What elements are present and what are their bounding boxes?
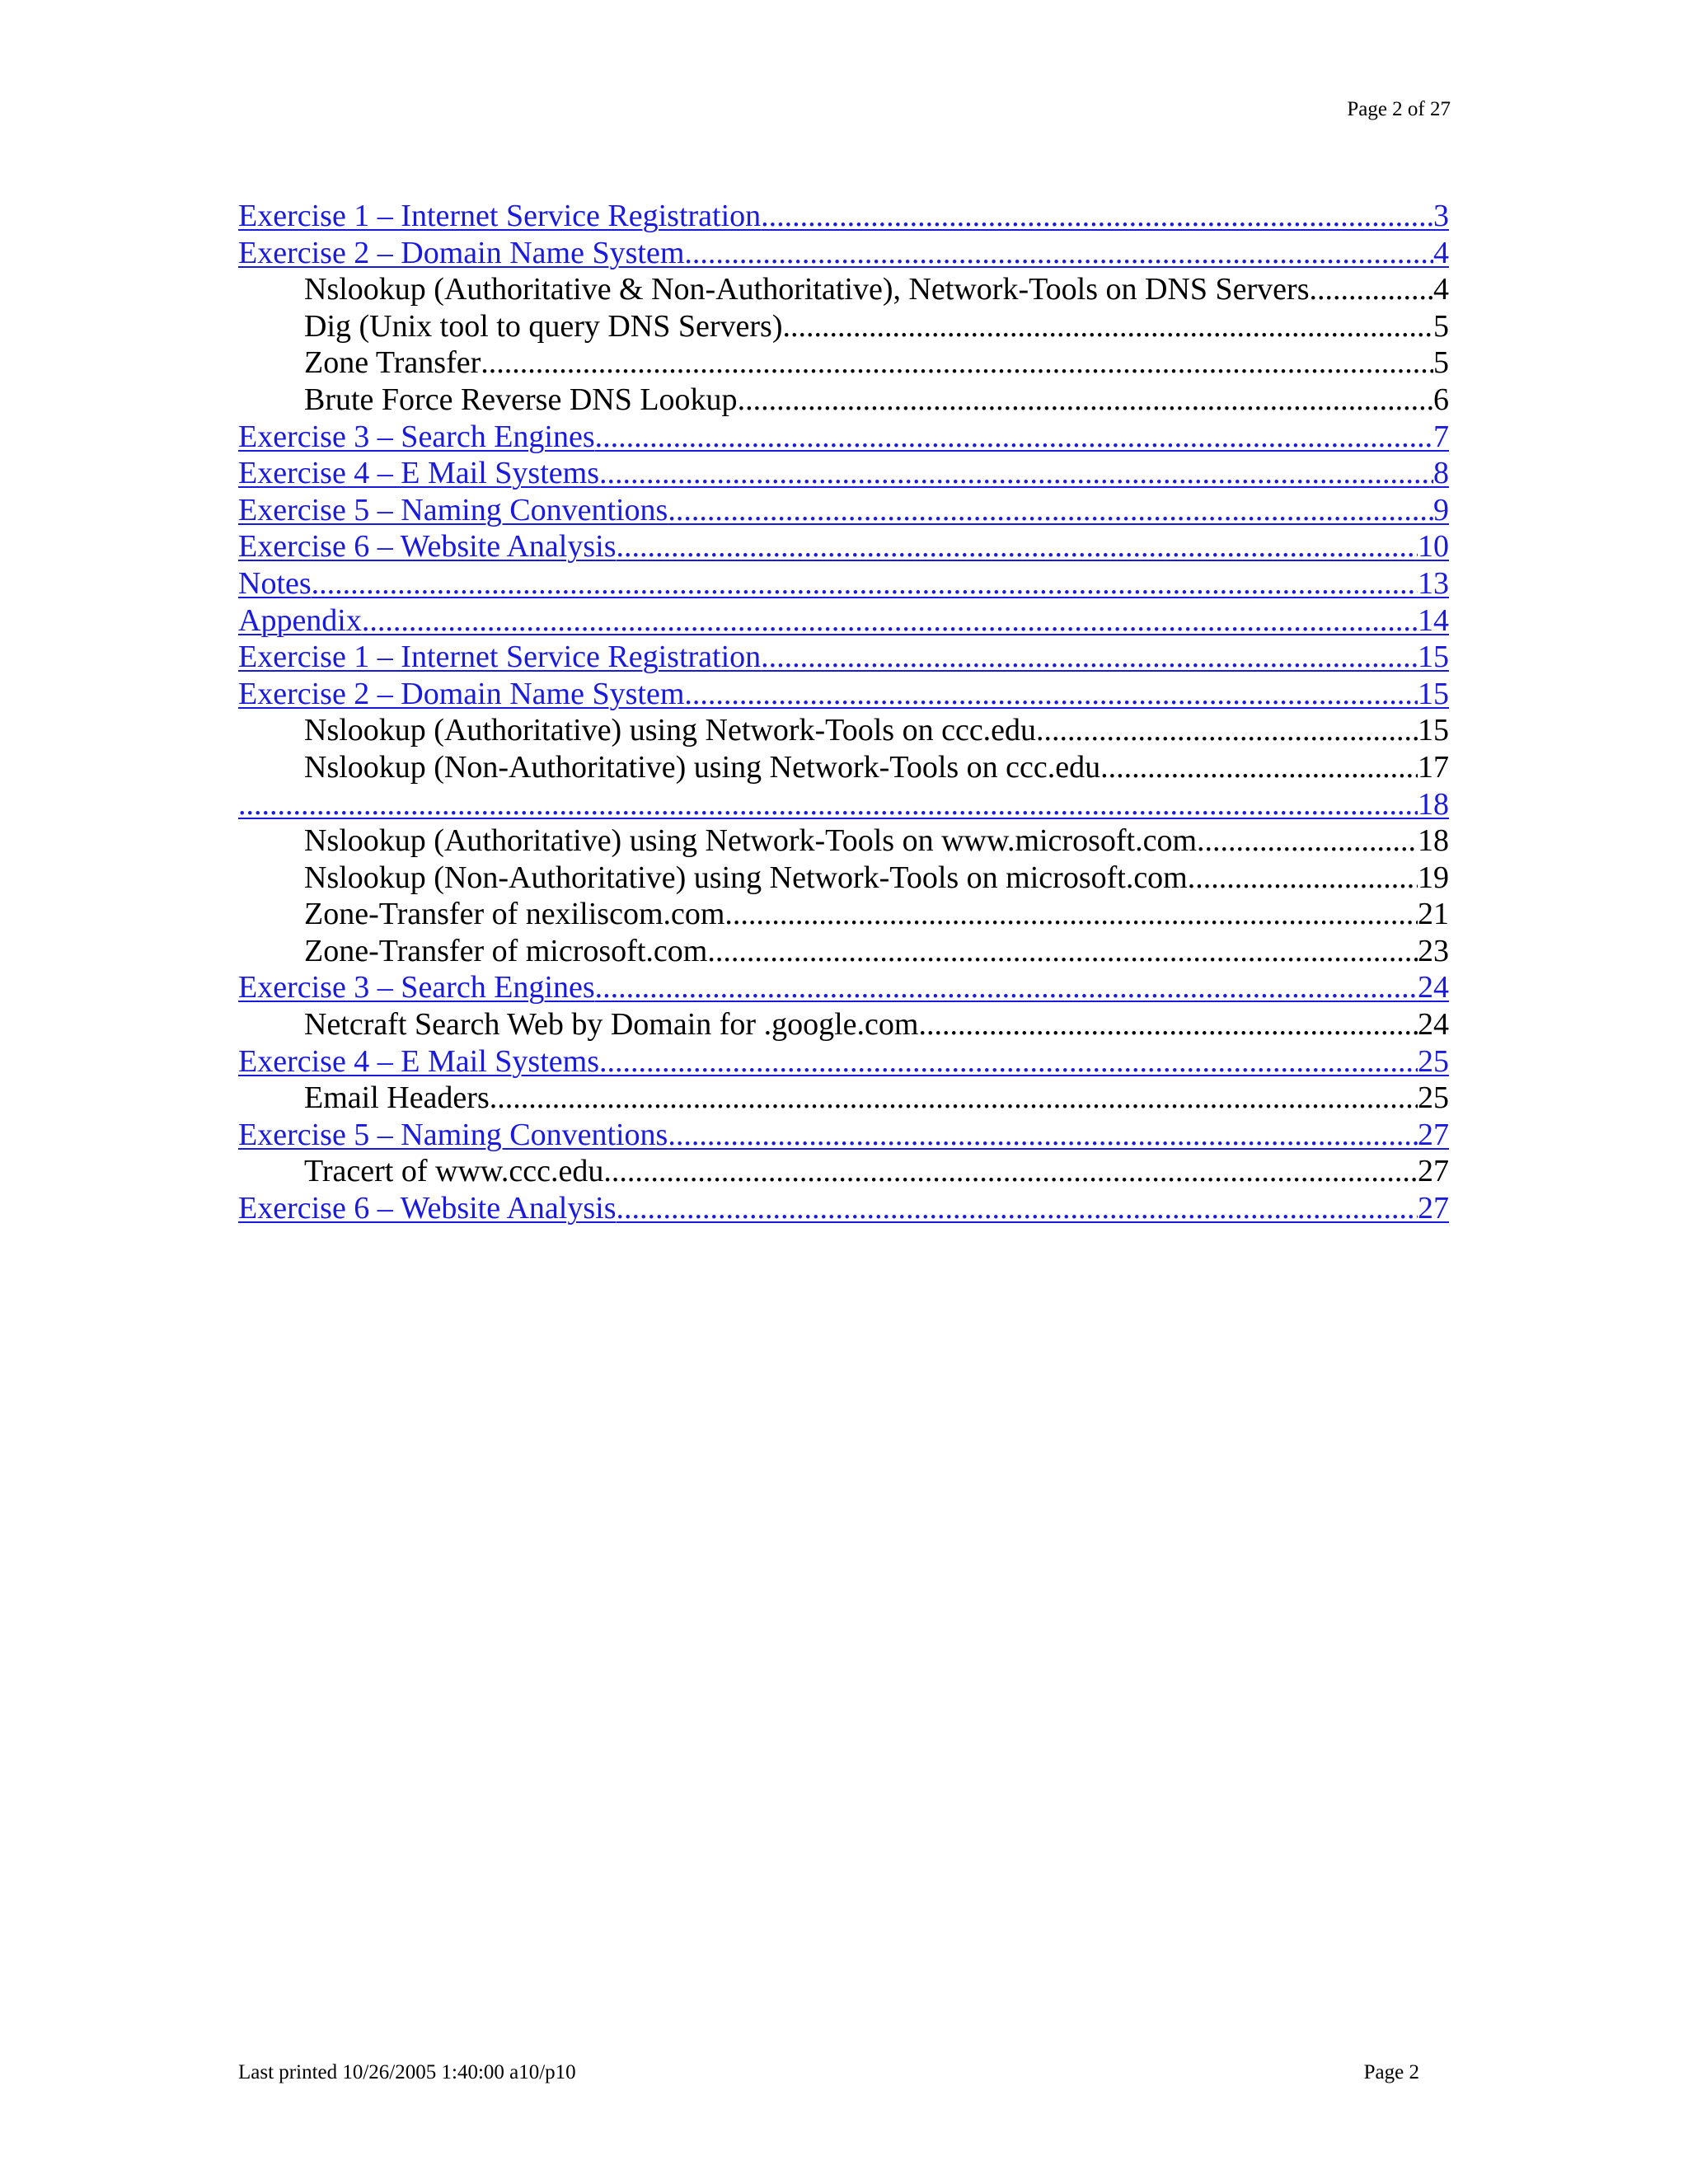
toc-link-entry[interactable] [238, 528, 1449, 565]
toc-page-number: 13 [1418, 565, 1449, 601]
toc-entry-title: Exercise 4 – E Mail Systems [238, 1043, 599, 1079]
toc-dot-leader [599, 455, 1433, 491]
toc-dot-leader [668, 1117, 1418, 1153]
toc-dot-leader [599, 1043, 1418, 1080]
toc-link-entry[interactable] [238, 1117, 1449, 1154]
toc-subentry [238, 933, 1449, 970]
toc-dot-leader [1100, 749, 1418, 785]
toc-entry-title: Nslookup (Non-Authoritative) using Network-Tools on microsoft.com [304, 860, 1188, 895]
toc-dot-leader [761, 198, 1433, 234]
toc-dot-leader [684, 235, 1433, 271]
toc-page-number: 3 [1433, 199, 1449, 233]
toc-link-entry[interactable] [238, 786, 1449, 823]
toc-entry-title: Notes [238, 565, 312, 601]
toc-dot-leader [617, 1190, 1418, 1226]
toc-entry-title: Nslookup (Authoritative) using Network-Tools on ccc.edu [304, 713, 1037, 748]
toc-entry-title: Nslookup (Non-Authoritative) using Network-Tools on ccc.edu [304, 749, 1101, 785]
toc-dot-leader [617, 528, 1418, 565]
toc-subentry [238, 1006, 1449, 1043]
page-footer [238, 2060, 1419, 2085]
toc-entry-title: Exercise 3 – Search Engines [238, 419, 595, 454]
toc-entry-title: Exercise 6 – Website Analysis [238, 1191, 617, 1226]
toc-page-number: 19 [1418, 860, 1449, 895]
toc-page-number: 4 [1433, 235, 1449, 270]
toc-dot-leader [724, 896, 1418, 932]
toc-dot-leader [238, 786, 1418, 823]
toc-page-number: 5 [1433, 345, 1449, 381]
toc-entry-title: Tracert of www.ccc.edu [304, 1154, 604, 1189]
toc-dot-leader [595, 419, 1433, 455]
toc-entry-title: Nslookup (Authoritative & Non-Authoritative), Network-Tools on DNS Servers [304, 272, 1310, 307]
toc-entry-title: Exercise 1 – Internet Service Registration [238, 640, 762, 675]
toc-page-number: 15 [1418, 640, 1449, 675]
toc-link-entry[interactable] [238, 492, 1449, 529]
toc-page-number: 15 [1418, 676, 1449, 711]
toc-entry-title: Exercise 2 – Domain Name System [238, 235, 685, 270]
toc-subentry [238, 749, 1449, 786]
toc-dot-leader [312, 565, 1418, 602]
toc-subentry [238, 712, 1449, 749]
toc-entry-title: Netcraft Search Web by Domain for .google.com [304, 1007, 919, 1043]
toc-dot-leader [782, 308, 1433, 344]
toc-entry-title: Zone-Transfer of microsoft.com [304, 933, 708, 968]
toc-link-entry[interactable] [238, 235, 1449, 272]
toc-page-number: 6 [1433, 382, 1449, 417]
toc-dot-leader [707, 933, 1418, 969]
toc-entry-title: Email Headers [304, 1080, 490, 1116]
toc-link-entry[interactable] [238, 455, 1449, 492]
toc-link-entry[interactable] [238, 1043, 1449, 1080]
toc-dot-leader [1188, 860, 1418, 896]
toc-page-number: 7 [1433, 419, 1449, 454]
toc-dot-leader [738, 382, 1433, 418]
toc-entry-title: Exercise 2 – Domain Name System [238, 676, 685, 711]
toc-page-number: 27 [1418, 1191, 1449, 1226]
toc-entry-title: Dig (Unix tool to query DNS Servers) [304, 308, 783, 344]
toc-dot-leader [668, 492, 1433, 528]
toc-link-entry[interactable] [238, 969, 1449, 1006]
toc-entry-title: Exercise 1 – Internet Service Registration [238, 199, 762, 233]
toc-dot-leader [603, 1153, 1418, 1189]
toc-link-entry[interactable] [238, 676, 1449, 713]
toc-subentry [238, 344, 1449, 382]
toc-page-number: 17 [1418, 749, 1449, 785]
toc-dot-leader [595, 969, 1418, 1005]
toc-page-number: 23 [1418, 933, 1449, 968]
toc-dot-leader [362, 602, 1418, 639]
toc-dot-leader [684, 676, 1418, 712]
toc-entry-title: Zone-Transfer of nexiliscom.com [304, 897, 725, 932]
toc-link-entry[interactable] [238, 419, 1449, 456]
toc-subentry [238, 271, 1449, 308]
toc-entry-title: Exercise 3 – Search Engines [238, 970, 595, 1005]
toc-link-entry[interactable] [238, 639, 1449, 676]
toc-dot-leader [481, 344, 1433, 381]
toc-link-entry[interactable] [238, 198, 1449, 235]
toc-page-number: 24 [1418, 1007, 1449, 1043]
toc-page-number: 18 [1418, 823, 1449, 859]
toc-page-number: 21 [1418, 897, 1449, 932]
toc-page-number: 24 [1418, 970, 1449, 1005]
last-printed-note: Last printed 10/26/2005 1:40:00 a10/p10 [238, 2061, 576, 2083]
toc-dot-leader [1310, 271, 1434, 307]
toc-page-number: 15 [1418, 713, 1449, 748]
toc-link-entry[interactable] [238, 1190, 1449, 1227]
toc-subentry [238, 308, 1449, 345]
toc-entry-title: Exercise 6 – Website Analysis [238, 529, 617, 565]
footer-page-number: Page 2 [1363, 2061, 1419, 2083]
toc-subentry [238, 860, 1449, 897]
toc-entry-title: Exercise 5 – Naming Conventions [238, 1117, 668, 1152]
toc-page-number: 5 [1433, 308, 1449, 344]
toc-dot-leader [918, 1006, 1418, 1043]
toc-entry-title: Exercise 4 – E Mail Systems [238, 456, 599, 491]
toc-entry-title: Brute Force Reverse DNS Lookup [304, 382, 738, 417]
toc-subentry [238, 823, 1449, 860]
page-header-page-count: Page 2 of 27 [1347, 98, 1451, 120]
toc-dot-leader [1197, 823, 1418, 859]
toc-page-number: 18 [1418, 786, 1449, 822]
toc-page-number: 25 [1418, 1080, 1449, 1116]
toc-subentry [238, 1153, 1449, 1190]
toc-page-number: 8 [1433, 456, 1449, 491]
toc-subentry [238, 382, 1449, 419]
toc-page-number: 9 [1433, 492, 1449, 527]
toc-entry-title: Nslookup (Authoritative) using Network-Tools on www.microsoft.com [304, 823, 1197, 859]
toc-page-number: 4 [1433, 272, 1449, 307]
toc-page-number: 10 [1418, 529, 1449, 565]
toc-link-entry[interactable] [238, 565, 1449, 602]
toc-dot-leader [490, 1080, 1418, 1116]
toc-page-number: 25 [1418, 1043, 1449, 1079]
toc-dot-leader [1036, 712, 1418, 748]
toc-entry-title: Exercise 5 – Naming Conventions [238, 492, 668, 527]
toc-dot-leader [761, 639, 1418, 675]
toc-page-number: 14 [1418, 602, 1449, 638]
toc-page-number: 27 [1418, 1154, 1449, 1189]
toc-subentry [238, 1080, 1449, 1117]
toc-entry-title: Zone Transfer [304, 345, 481, 381]
toc-link-entry[interactable] [238, 602, 1449, 640]
toc-subentry [238, 896, 1449, 933]
toc-entry-title: Appendix [238, 602, 362, 638]
toc-page-number: 27 [1418, 1117, 1449, 1152]
table-of-contents [238, 198, 1449, 1227]
